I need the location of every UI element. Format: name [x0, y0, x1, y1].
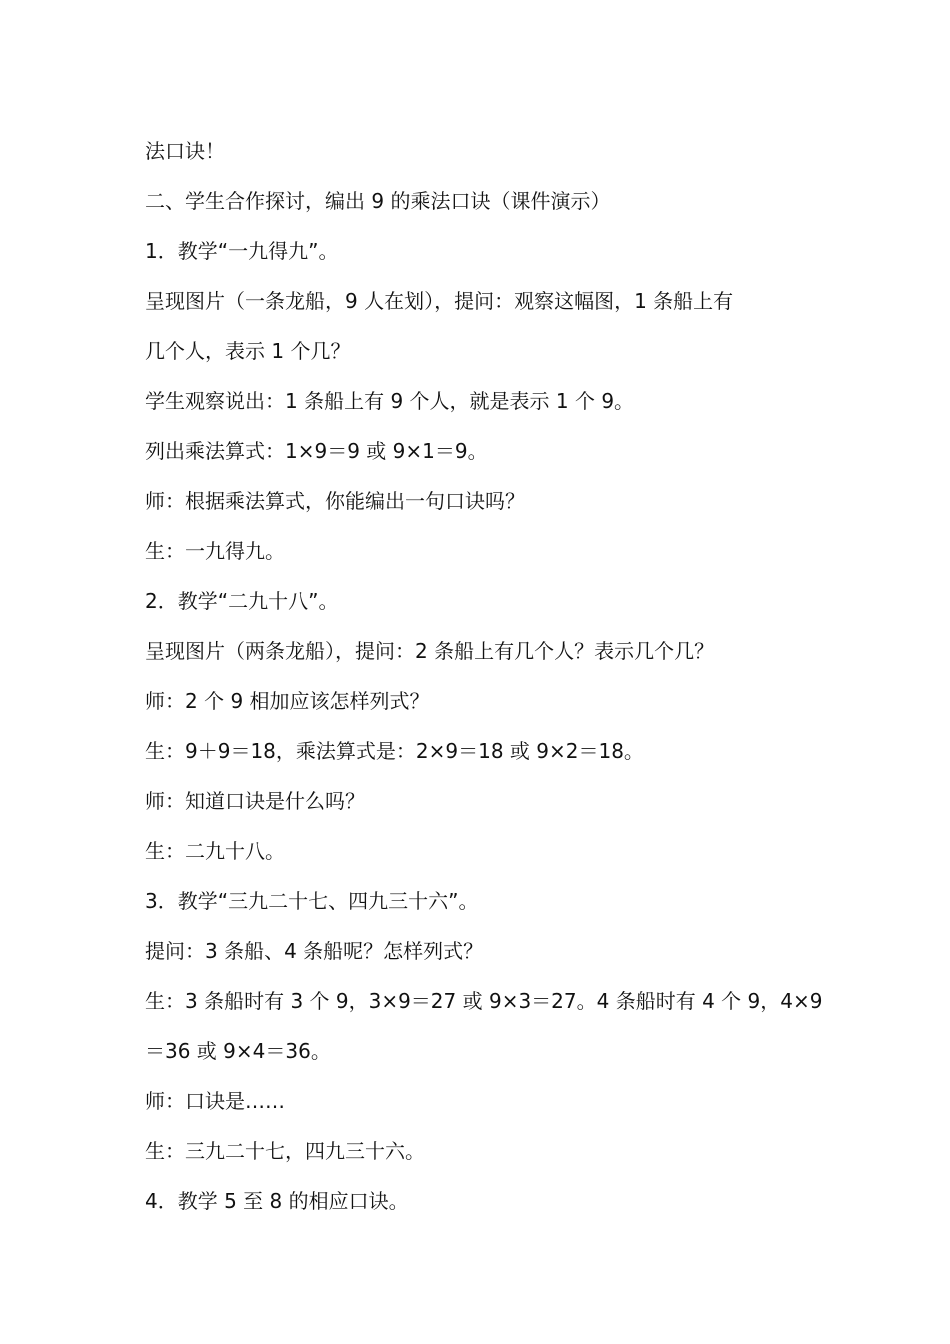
text-line: 列出乘法算式：1×9＝9 或 9×1＝9。 — [145, 439, 488, 463]
text-line: 提问：3 条船、4 条船呢？怎样列式？ — [145, 939, 484, 963]
text-line: 几个人，表示 1 个几？ — [145, 339, 351, 363]
text-line: 生：3 条船时有 3 个 9，3×9＝27 或 9×3＝27。4 条船时有 4 个 9，4×9 — [145, 989, 823, 1013]
text-line: 师：根据乘法算式，你能编出一句口诀吗？ — [145, 489, 525, 513]
text-line: 生：三九二十七，四九三十六。 — [145, 1139, 425, 1163]
text-line: 学生观察说出：1 条船上有 9 个人，就是表示 1 个 9。 — [145, 389, 635, 413]
text-line: 法口诀！ — [145, 139, 225, 163]
text-line: 生：二九十八。 — [145, 839, 285, 863]
document-body — [145, 135, 825, 1235]
text-line: 二、学生合作探讨，编出 9 的乘法口诀（课件演示） — [145, 189, 611, 213]
text-line: 4．教学 5 至 8 的相应口诀。 — [145, 1189, 409, 1213]
text-line: 呈现图片（一条龙船，9 人在划），提问：观察这幅图，1 条船上有 — [145, 289, 734, 313]
text-line: 生：一九得九。 — [145, 539, 285, 563]
text-line: 2．教学“二九十八”。 — [145, 589, 339, 613]
text-line: 师：口诀是…… — [145, 1089, 285, 1113]
text-line: 1．教学“一九得九”。 — [145, 239, 339, 263]
text-line: ＝36 或 9×4＝36。 — [145, 1039, 331, 1063]
text-line: 呈现图片（两条龙船），提问：2 条船上有几个人？表示几个几？ — [145, 639, 715, 663]
text-line: 师：知道口诀是什么吗？ — [145, 789, 365, 813]
text-line: 生：9＋9＝18，乘法算式是：2×9＝18 或 9×2＝18。 — [145, 739, 644, 763]
text-line: 师：2 个 9 相加应该怎样列式？ — [145, 689, 430, 713]
text-line: 3．教学“三九二十七、四九三十六”。 — [145, 889, 479, 913]
